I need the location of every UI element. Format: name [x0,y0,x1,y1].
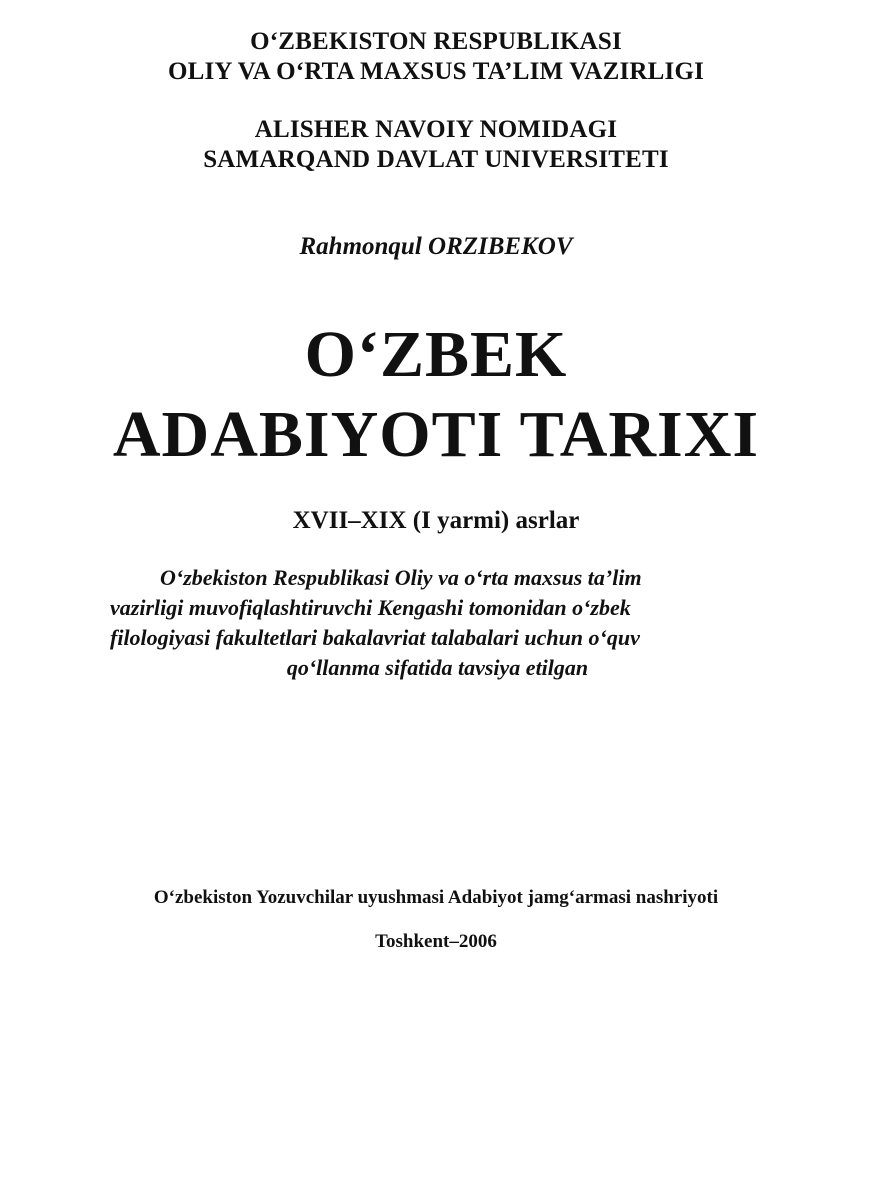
approval-line-3: filologiyasi fakultetlari bakalavriat talabalari uchun o‘quv [110,625,640,650]
author-name: Rahmonqul ORZIBEKOV [299,233,573,260]
book-title-line-1: O‘ZBEK [304,318,568,391]
book-subtitle: XVII–XIX (I yarmi) asrlar [292,507,580,534]
university-line-1: ALISHER NAVOIY NOMIDAGI [254,116,618,143]
publisher-name: O‘zbekiston Yozuvchilar uyushmasi Adabiyot jamg‘armasi nashriyoti [153,887,719,908]
approval-line-1: O‘zbekiston Respublikasi Oliy va o‘rta maxsus ta’lim [160,565,642,590]
approval-line-2: vazirligi muvofiqlashtiruvchi Kengashi tomonidan o‘zbek [110,595,631,620]
ministry-line-2: OLIY VA O‘RTA MAXSUS TA’LIM VAZIRLIGI [167,58,705,85]
approval-line-4: qo‘llanma sifatida tavsiya etilgan [286,655,589,680]
ministry-line-1: O‘ZBEKISTON RESPUBLIKASI [250,28,622,55]
university-line-2: SAMARQAND DAVLAT UNIVERSITETI [203,146,669,173]
city-year: Toshkent–2006 [375,931,497,952]
book-title-line-2: ADABIYOTI TARIXI [112,398,760,471]
